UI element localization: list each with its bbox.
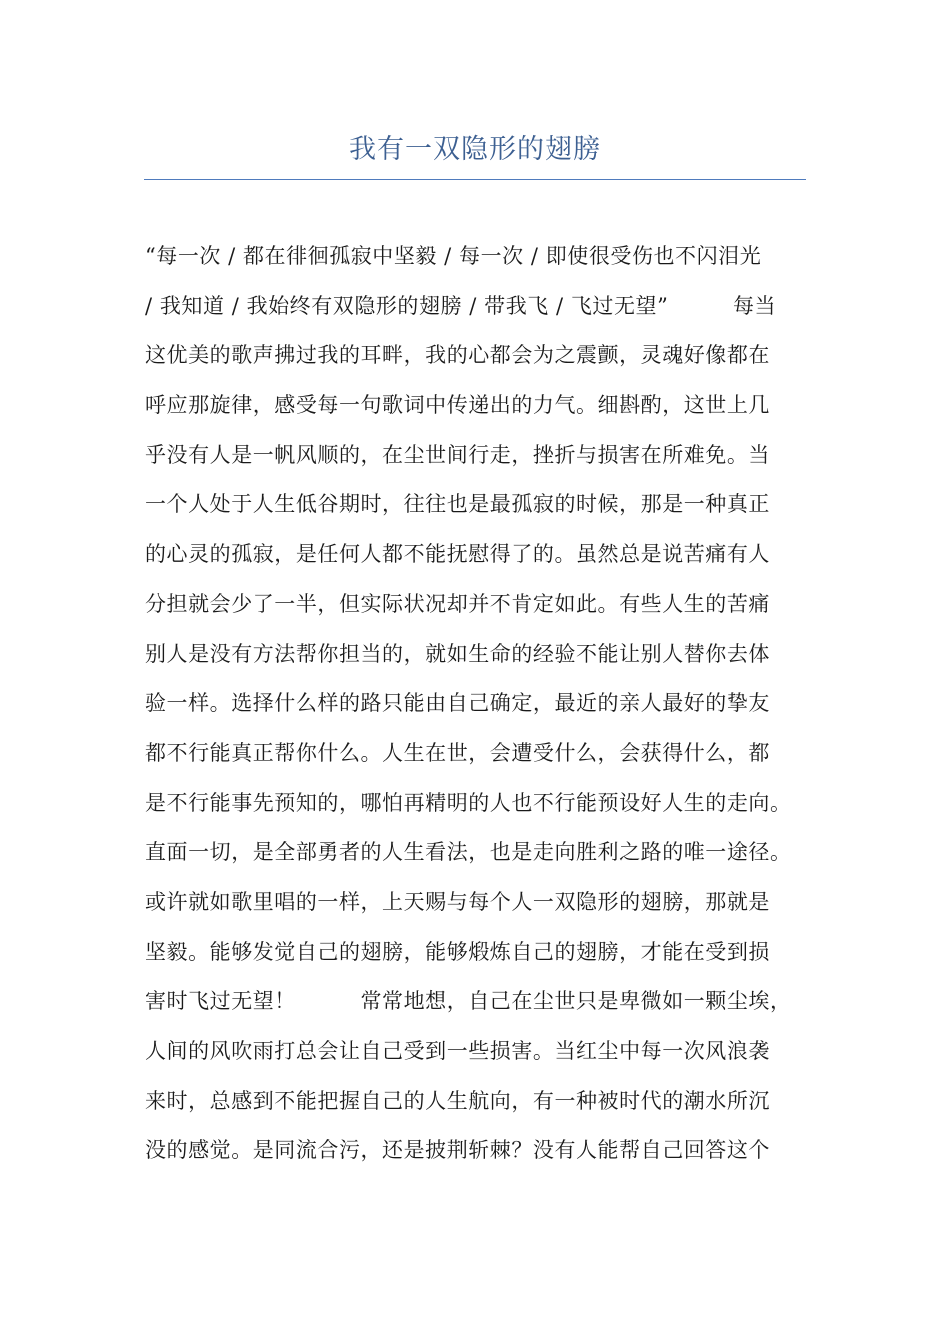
- document-body: [145, 232, 825, 1176]
- body-line: 乎没有人是一帆风顺的，在尘世间行走，挫折与损害在所难免。当: [145, 442, 770, 467]
- body-line: 直面一切，是全部勇者的人生看法，也是走向胜利之路的唯一途径。: [145, 840, 792, 865]
- body-line: 人间的风吹雨打总会让自己受到一些损害。当红尘中每一次风浪袭: [145, 1039, 770, 1063]
- body-line: 验一样。选择什么样的路只能由自己确定，最近的亲人最好的挚友: [145, 691, 770, 716]
- body-line: 害时飞过无望！ 常常地想，自己在尘世只是卑微如一颗尘埃，: [145, 989, 792, 1014]
- body-line: 都不行能真正帮你什么。人生在世，会遭受什么，会获得什么，都: [145, 740, 770, 765]
- body-line: 一个人处于人生低谷期时，往往也是最孤寂的时候，那是一种真正: [145, 492, 770, 517]
- body-line: 没的感觉。是同流合污，还是披荆斩棘？没有人能帮自己回答这个: [145, 1138, 770, 1163]
- body-line: 分担就会少了一半，但实际状况却并不肯定如此。有些人生的苦痛: [145, 591, 770, 616]
- body-line: / 我知道 / 我始终有双隐形的翅膀 / 带我飞 / 飞过无望” 每当: [145, 293, 777, 318]
- document-title: 我有一双隐形的翅膀: [349, 134, 601, 165]
- body-line: 别人是没有方法帮你担当的，就如生命的经验不能让别人替你去体: [145, 641, 770, 666]
- body-line: “每一次 / 都在徘徊孤寂中坚毅 / 每一次 / 即使很受伤也不闪泪光: [145, 244, 762, 268]
- body-line: 的心灵的孤寂，是任何人都不能抚慰得了的。虽然总是说苦痛有人: [145, 542, 770, 567]
- body-line: 来时，总感到不能把握自己的人生航向，有一种被时代的潮水所沉: [145, 1088, 770, 1113]
- body-line: 或许就如歌里唱的一样，上天赐与每个人一双隐形的翅膀，那就是: [145, 889, 770, 914]
- body-line: 这优美的歌声拂过我的耳畔，我的心都会为之震颤，灵魂好像都在: [145, 343, 770, 368]
- body-line: 坚毅。能够发觉自己的翅膀，能够煅炼自己的翅膀，才能在受到损: [145, 939, 770, 964]
- body-line: 呼应那旋律，感受每一句歌词中传递出的力气。细斟酌，这世上几: [145, 393, 770, 418]
- title-underline: [144, 179, 806, 180]
- body-line: 是不行能事先预知的，哪怕再精明的人也不行能预设好人生的走向。: [145, 790, 792, 815]
